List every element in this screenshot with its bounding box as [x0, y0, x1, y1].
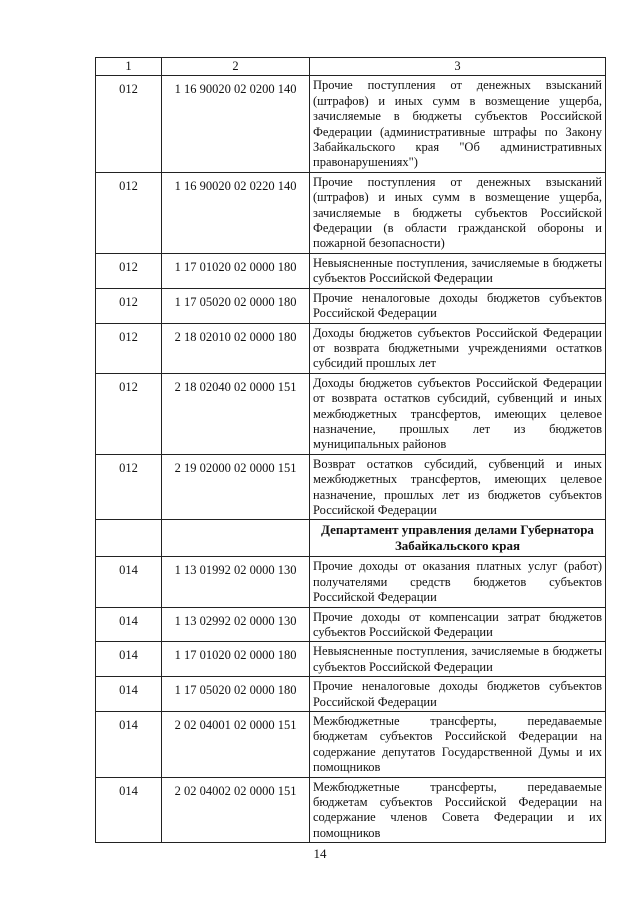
budget-classification-code: 2 02 04001 02 0000 151 [162, 712, 310, 778]
header-cell-2: 2 [162, 58, 310, 76]
budget-income-table [95, 57, 606, 843]
table-body [96, 76, 606, 843]
budget-classification-code: 2 02 04002 02 0000 151 [162, 777, 310, 843]
administrator-code: 014 [96, 712, 162, 778]
income-name: Прочие поступления от денежных взысканий (штрафов) и иных сумм в возмещение ущерба, зачисляемые в бюджеты субъектов Российской Федерации (в области гражданской обороны и пожарной безопасности) [310, 172, 606, 253]
budget-classification-code: 1 13 01992 02 0000 130 [162, 557, 310, 607]
budget-classification-code: 1 17 05020 02 0000 180 [162, 677, 310, 712]
header-cell-3: 3 [310, 58, 606, 76]
administrator-code: 014 [96, 642, 162, 677]
table-row [96, 454, 606, 520]
budget-classification-code: 1 17 01020 02 0000 180 [162, 642, 310, 677]
income-name: Межбюджетные трансферты, передаваемые бюджетам субъектов Российской Федерации на содержание депутатов Государственной Думы и их помощников [310, 712, 606, 778]
income-name: Прочие неналоговые доходы бюджетов субъектов Российской Федерации [310, 288, 606, 323]
income-name: Невыясненные поступления, зачисляемые в бюджеты субъектов Российской Федерации [310, 253, 606, 288]
administrator-code: 014 [96, 777, 162, 843]
budget-classification-code: 1 17 01020 02 0000 180 [162, 253, 310, 288]
section-empty-cell [96, 520, 162, 557]
income-name: Прочие неналоговые доходы бюджетов субъектов Российской Федерации [310, 677, 606, 712]
table-row [96, 172, 606, 253]
administrator-code: 014 [96, 607, 162, 642]
budget-classification-code: 2 19 02000 02 0000 151 [162, 454, 310, 520]
income-name: Прочие доходы от компенсации затрат бюджетов субъектов Российской Федерации [310, 607, 606, 642]
table-row [96, 373, 606, 454]
administrator-code: 014 [96, 557, 162, 607]
budget-classification-code: 1 16 90020 02 0200 140 [162, 76, 310, 172]
administrator-code: 012 [96, 253, 162, 288]
income-name: Межбюджетные трансферты, передаваемые бюджетам субъектов Российской Федерации на содержание членов Совета Федерации и их помощников [310, 777, 606, 843]
table-row [96, 288, 606, 323]
table-row [96, 677, 606, 712]
budget-classification-code: 1 17 05020 02 0000 180 [162, 288, 310, 323]
budget-classification-code: 1 13 02992 02 0000 130 [162, 607, 310, 642]
table-row [96, 777, 606, 843]
section-empty-cell [162, 520, 310, 557]
budget-classification-code: 2 18 02010 02 0000 180 [162, 323, 310, 373]
table-row [96, 607, 606, 642]
table-row [96, 712, 606, 778]
table-row [96, 76, 606, 172]
table-row [96, 642, 606, 677]
table-row [96, 323, 606, 373]
administrator-code: 012 [96, 454, 162, 520]
income-name: Возврат остатков субсидий, субвенций и иных межбюджетных трансфертов, имеющих целевое назначение, прошлых лет из бюджетов субъектов Российской Федерации [310, 454, 606, 520]
section-title: Департамент управления делами Губернатора Забайкальского края [310, 520, 606, 557]
administrator-code: 012 [96, 76, 162, 172]
table-header-row [96, 58, 606, 76]
income-name: Прочие поступления от денежных взысканий (штрафов) и иных сумм в возмещение ущерба, зачисляемые в бюджеты субъектов Российской Федерации (административные штрафы по Закону Забайкальского края "Об административных правонарушениях") [310, 76, 606, 172]
income-name: Невыясненные поступления, зачисляемые в бюджеты субъектов Российской Федерации [310, 642, 606, 677]
table-row [96, 557, 606, 607]
income-name: Доходы бюджетов субъектов Российской Федерации от возврата остатков субсидий, субвенций и иных межбюджетных трансфертов, имеющих целевое назначение, прошлых лет из бюджетов муниципальных районов [310, 373, 606, 454]
section-row [96, 520, 606, 557]
administrator-code: 012 [96, 373, 162, 454]
budget-classification-code: 1 16 90020 02 0220 140 [162, 172, 310, 253]
administrator-code: 012 [96, 323, 162, 373]
administrator-code: 014 [96, 677, 162, 712]
administrator-code: 012 [96, 172, 162, 253]
header-cell-1: 1 [96, 58, 162, 76]
income-name: Прочие доходы от оказания платных услуг (работ) получателями средств бюджетов субъектов Российской Федерации [310, 557, 606, 607]
income-name: Доходы бюджетов субъектов Российской Федерации от возврата бюджетными учреждениями остатков субсидий прошлых лет [310, 323, 606, 373]
administrator-code: 012 [96, 288, 162, 323]
budget-classification-code: 2 18 02040 02 0000 151 [162, 373, 310, 454]
table-row [96, 253, 606, 288]
page-number: 14 [313, 846, 327, 861]
